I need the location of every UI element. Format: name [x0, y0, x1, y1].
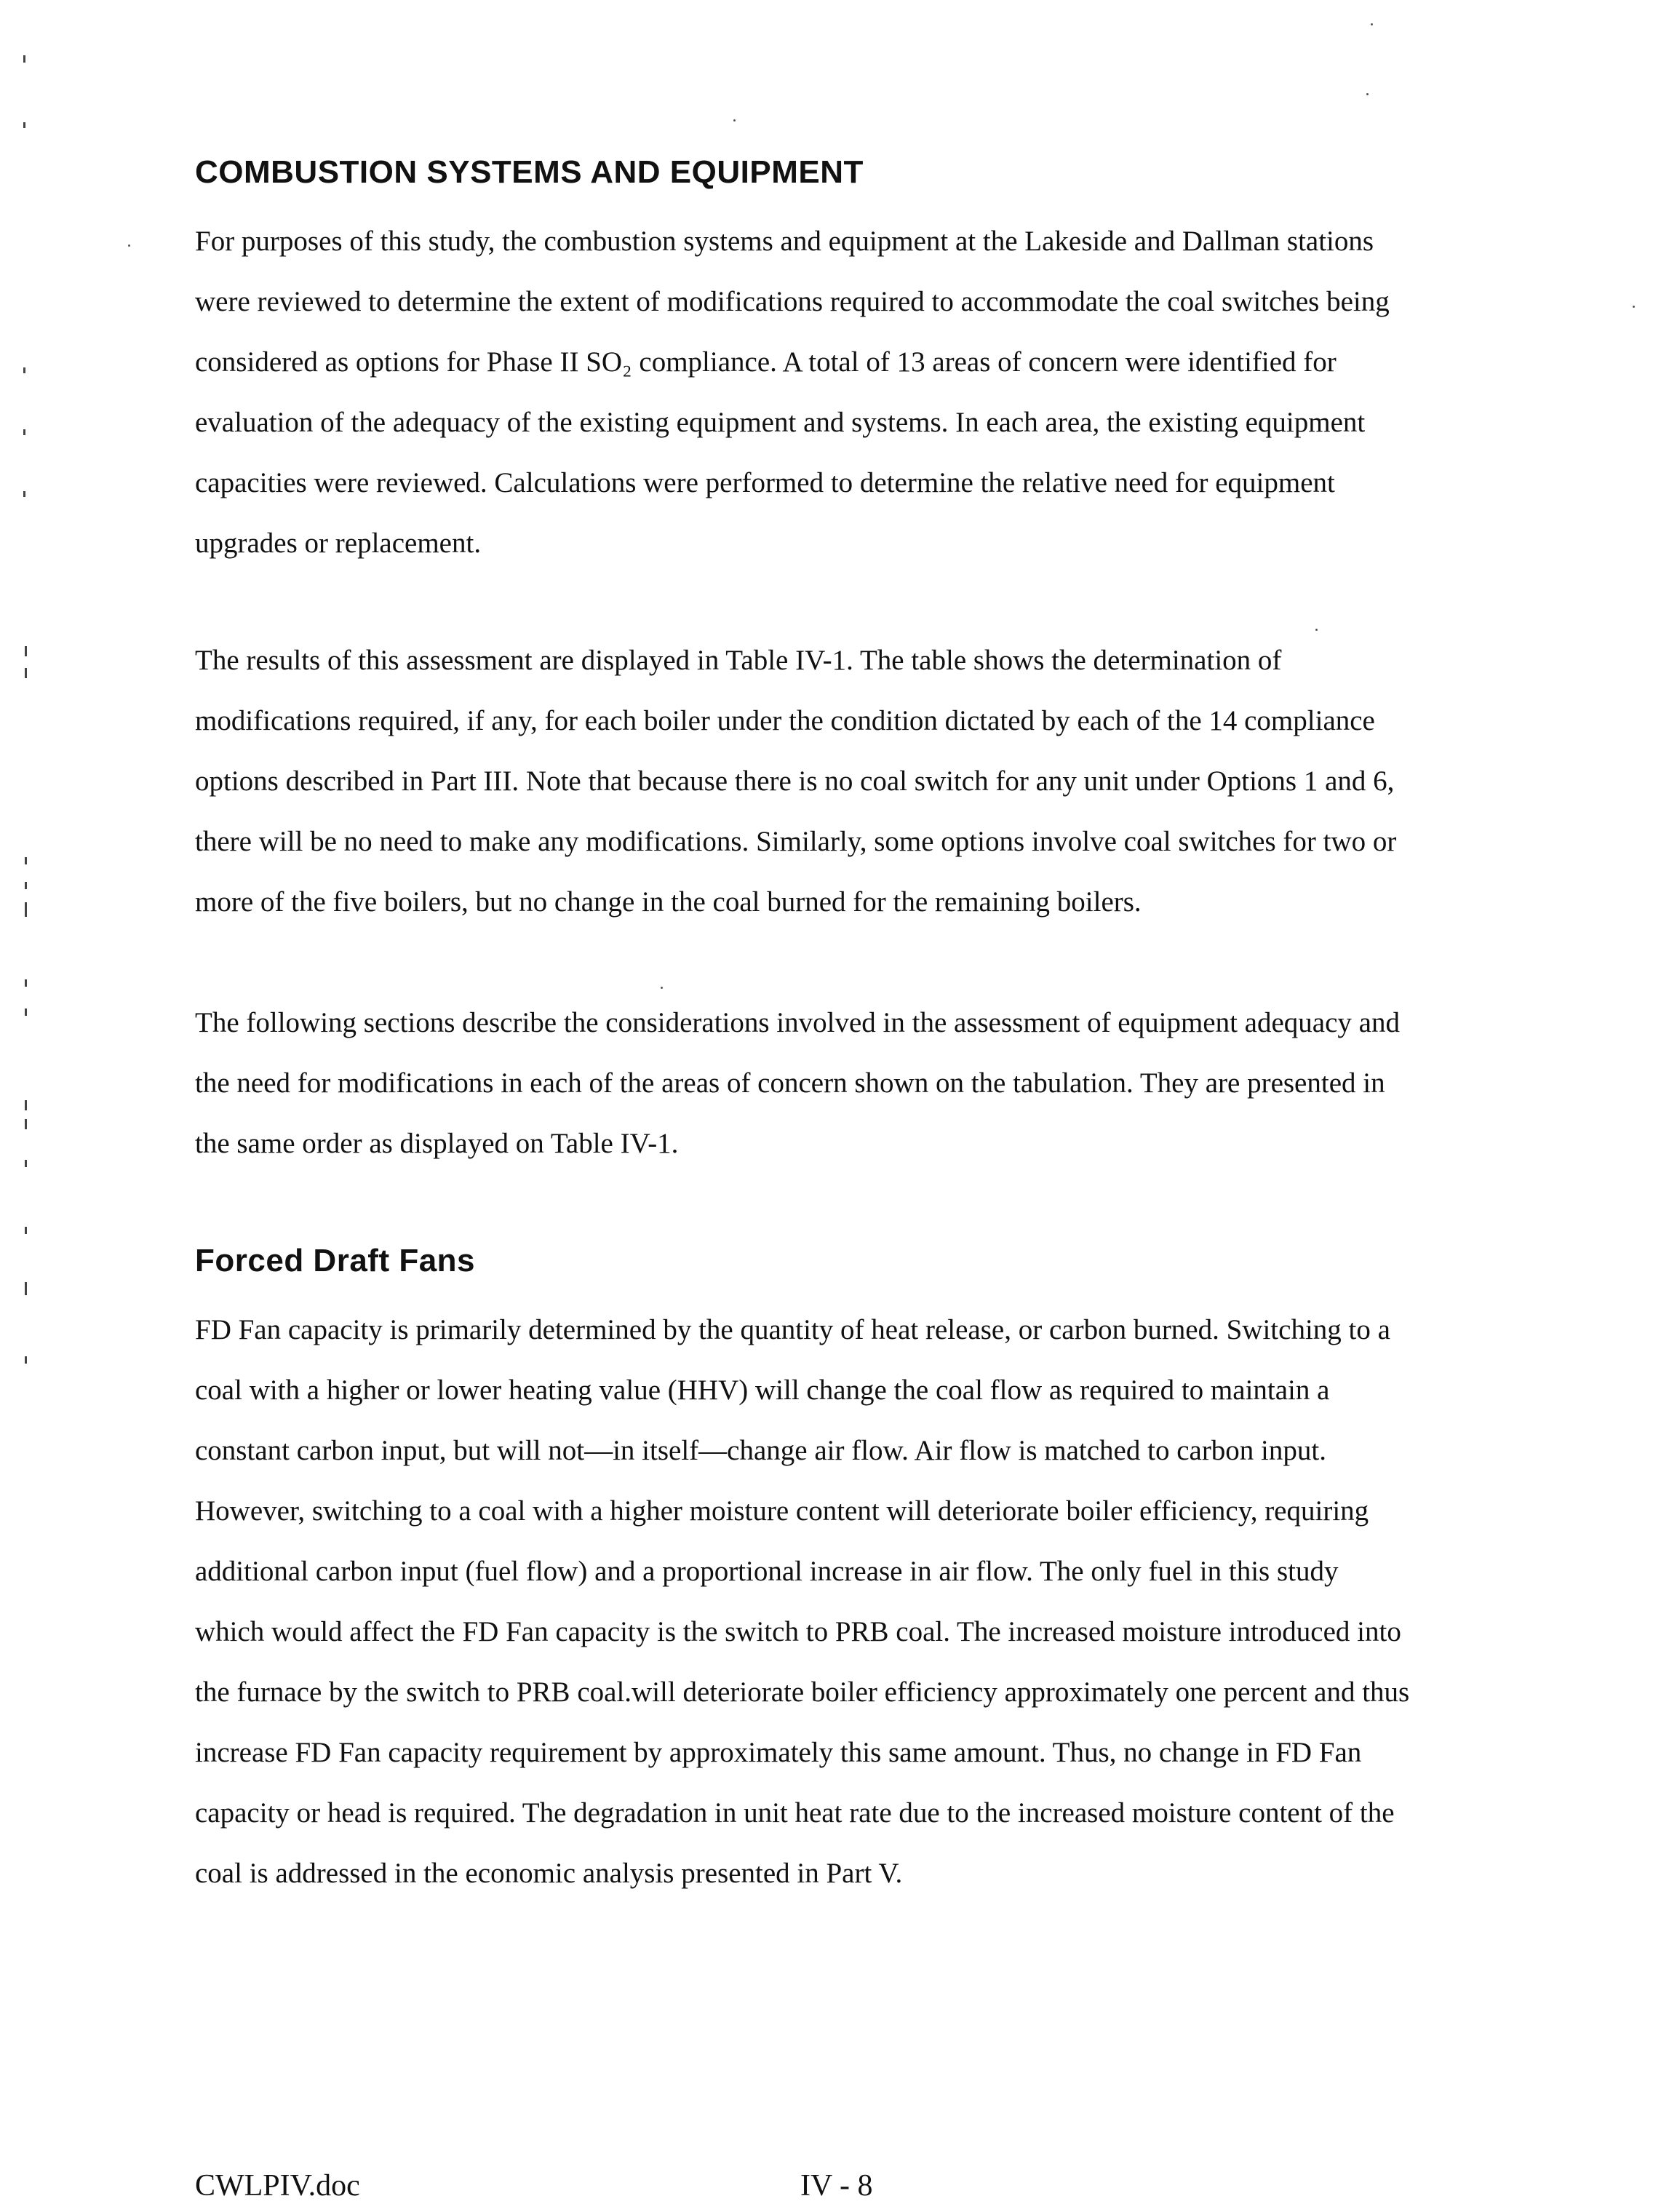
- scan-artifact: [23, 429, 25, 435]
- text-line: the same order as displayed on Table IV-1.: [195, 1128, 679, 1159]
- scan-artifact: [25, 1119, 27, 1129]
- scan-artifact: [128, 244, 130, 247]
- scan-artifact: [23, 367, 25, 373]
- scan-artifact: [25, 882, 27, 889]
- scan-artifact: [733, 119, 736, 122]
- text-line: coal is addressed in the economic analysis presented in Part V.: [195, 1858, 903, 1889]
- text-line: the furnace by the switch to PRB coal.will deteriorate boiler efficiency approximately one percent and thus: [195, 1676, 1410, 1708]
- text-line: more of the five boilers, but no change in the coal burned for the remaining boilers.: [195, 886, 1142, 918]
- scan-artifact: [25, 1227, 27, 1234]
- text-line: the need for modifications in each of the areas of concern shown on the tabulation. They are presented in: [195, 1067, 1385, 1099]
- text-line: capacities were reviewed. Calculations were performed to determine the relative need for equipment: [195, 467, 1335, 498]
- text-line: upgrades or replacement.: [195, 528, 482, 559]
- text-line: were reviewed to determine the extent of modifications required to accommodate the coal switches being: [195, 286, 1390, 317]
- scan-artifact: [25, 1282, 27, 1295]
- scan-artifact: [25, 646, 27, 656]
- text-line: For purposes of this study, the combustion systems and equipment at the Lakeside and Dallman stations: [195, 226, 1374, 257]
- text-line: increase FD Fan capacity requirement by approximately this same amount. Thus, no change in FD Fan: [195, 1737, 1362, 1768]
- scan-artifact: [1366, 93, 1369, 95]
- footer-filename: CWLPIV.doc: [195, 2169, 360, 2203]
- scan-artifact: [25, 668, 27, 678]
- text-line: considered as options for Phase II SO₂ compliance. A total of 13 areas of concern were identified for: [195, 346, 1337, 378]
- text-line: which would affect the FD Fan capacity is the switch to PRB coal. The increased moisture introduced into: [195, 1616, 1401, 1647]
- scan-artifact: [25, 902, 27, 917]
- text-line: The following sections describe the considerations involved in the assessment of equipment adequacy and: [195, 1007, 1400, 1038]
- text-line: The results of this assessment are displayed in Table IV-1. The table shows the determination of: [195, 645, 1282, 676]
- scan-artifact: [1315, 629, 1318, 631]
- text-line: constant carbon input, but will not—in itself—change air flow. Air flow is matched to carbon input.: [195, 1435, 1326, 1466]
- text-line: However, switching to a coal with a higher moisture content will deteriorate boiler efficiency, requiring: [195, 1495, 1369, 1527]
- text-line: FD Fan capacity is primarily determined by the quantity of heat release, or carbon burned. Switching to a: [195, 1314, 1390, 1345]
- section-heading-combustion: COMBUSTION SYSTEMS AND EQUIPMENT: [195, 154, 864, 190]
- scan-artifact: [23, 122, 25, 128]
- text-line: coal with a higher or lower heating value (HHV) will change the coal flow as required to maintain a: [195, 1374, 1330, 1406]
- paragraph-fd-fan: [195, 1300, 1599, 1903]
- text-line: additional carbon input (fuel flow) and a proportional increase in air flow. The only fuel in this study: [195, 1556, 1339, 1587]
- scan-artifact: [23, 55, 25, 63]
- text-line: capacity or head is required. The degradation in unit heat rate due to the increased moisture content of the: [195, 1797, 1395, 1829]
- text-line: there will be no need to make any modifications. Similarly, some options involve coal switches for two or: [195, 826, 1397, 857]
- paragraph-following-sections: [195, 992, 1599, 1174]
- scan-artifact: [1371, 23, 1373, 25]
- text-line: modifications required, if any, for each boiler under the condition dictated by each of the 14 compliance: [195, 705, 1375, 736]
- scan-artifact: [25, 857, 27, 864]
- section-heading-forced-draft-fans: Forced Draft Fans: [195, 1243, 476, 1278]
- footer-page-number: IV - 8: [800, 2169, 873, 2203]
- paragraph-results: [195, 630, 1599, 932]
- text-line: options described in Part III. Note that because there is no coal switch for any unit under Options 1 and 6,: [195, 765, 1395, 797]
- scan-artifact: [25, 1160, 27, 1167]
- paragraph-purpose: [195, 211, 1599, 573]
- scan-artifact: [1633, 306, 1635, 308]
- text-line: evaluation of the adequacy of the existing equipment and systems. In each area, the existing equipment: [195, 407, 1366, 438]
- scan-artifact: [25, 979, 27, 987]
- scan-artifact: [25, 1356, 27, 1364]
- scan-artifact: [25, 1100, 27, 1110]
- scan-artifact: [23, 491, 25, 497]
- scan-artifact: [25, 1008, 27, 1016]
- scan-artifact: [661, 987, 663, 989]
